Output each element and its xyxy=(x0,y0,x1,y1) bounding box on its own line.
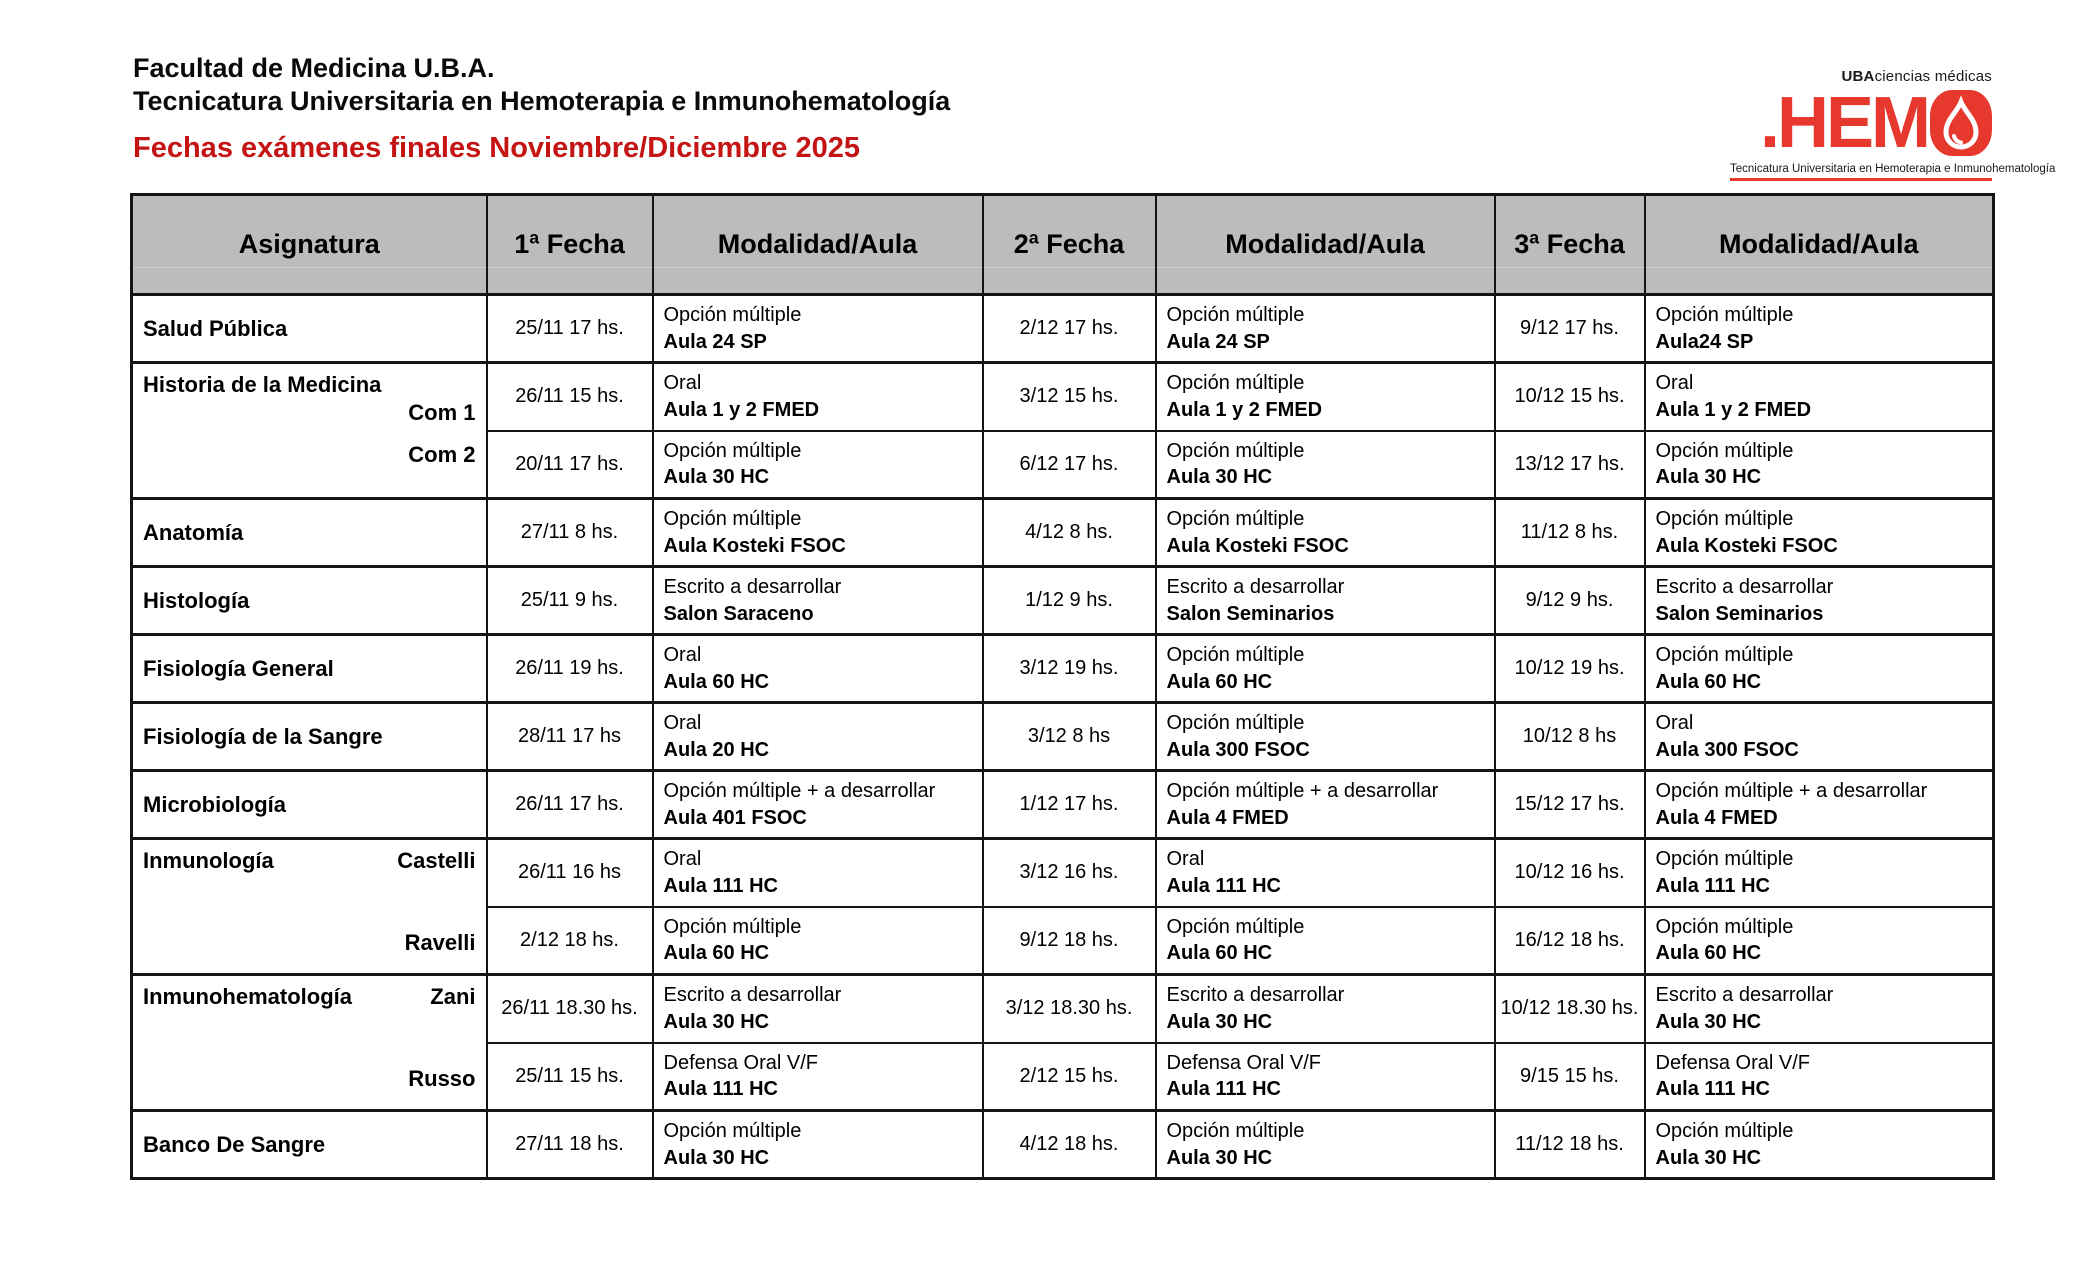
modality-cell xyxy=(1156,975,1495,1043)
modality-room: Aula 24 SP xyxy=(1166,330,1270,353)
modality-type: Oral xyxy=(663,372,702,395)
modality-cell xyxy=(1156,907,1495,975)
modality-type: Opción múltiple xyxy=(663,304,802,327)
logo-ciencias-text: ciencias médicas xyxy=(1874,68,1992,85)
modality-cell xyxy=(1645,499,1994,567)
modality-room: Aula 111 HC xyxy=(1655,1078,1771,1101)
modality-cell xyxy=(653,499,983,567)
modality-room: Aula 24 SP xyxy=(663,330,767,353)
institution-line-1: Facultad de Medicina U.B.A. xyxy=(133,53,495,83)
modality-type: Opción múltiple xyxy=(1166,304,1305,327)
modality-room: Aula24 SP xyxy=(1655,330,1754,353)
table-row xyxy=(132,635,1994,703)
modality-cell xyxy=(1645,567,1994,635)
date-cell: 28/11 17 hs xyxy=(487,703,653,771)
date-cell: 9/12 18 hs. xyxy=(983,907,1156,975)
modality-room: Salon Seminarios xyxy=(1166,602,1335,625)
date-cell: 2/12 15 hs. xyxy=(983,1043,1156,1111)
date-cell: 10/12 16 hs. xyxy=(1495,839,1645,907)
modality-type: Opción múltiple xyxy=(1166,644,1305,667)
date-cell: 11/12 8 hs. xyxy=(1495,499,1645,567)
modality-room: Aula 401 FSOC xyxy=(663,806,807,829)
modality-room: Aula 60 HC xyxy=(663,670,770,693)
modality-type: Opción múltiple xyxy=(663,1120,802,1143)
modality-room: Aula 30 HC xyxy=(1166,466,1273,489)
date-cell: 9/12 17 hs. xyxy=(1495,295,1645,363)
modality-type: Opción múltiple xyxy=(1655,508,1794,531)
date-cell: 1/12 9 hs. xyxy=(983,567,1156,635)
date-cell: 10/12 19 hs. xyxy=(1495,635,1645,703)
modality-room: Aula 1 y 2 FMED xyxy=(663,398,820,421)
document-header xyxy=(133,52,950,165)
modality-cell xyxy=(1645,907,1994,975)
logo-red-rule xyxy=(1730,178,1992,181)
modality-cell xyxy=(1156,363,1495,431)
drop-icon xyxy=(1930,90,1992,156)
modality-type: Oral xyxy=(1166,848,1205,871)
commission-label: Com 2 xyxy=(408,442,476,467)
modality-cell xyxy=(1645,703,1994,771)
col-header-fecha-1: 1ª Fecha xyxy=(487,195,653,295)
subject-cell: Histología xyxy=(132,567,487,635)
modality-type: Defensa Oral V/F xyxy=(1655,1051,1811,1074)
modality-type: Opción múltiple xyxy=(663,439,802,462)
modality-cell xyxy=(1645,635,1994,703)
modality-room: Aula Kosteki FSOC xyxy=(663,534,846,557)
hemo-logo xyxy=(1730,68,2056,181)
modality-type: Opción múltiple xyxy=(1655,644,1794,667)
subject-cell xyxy=(132,363,487,499)
modality-type: Defensa Oral V/F xyxy=(1166,1051,1322,1074)
table-row xyxy=(132,975,1994,1043)
professor-label: Ravelli xyxy=(404,930,476,955)
date-cell: 10/12 15 hs. xyxy=(1495,363,1645,431)
modality-type: Oral xyxy=(663,644,702,667)
col-header-modalidad-2: Modalidad/Aula xyxy=(1156,195,1495,295)
modality-cell xyxy=(653,363,983,431)
modality-room: Aula 60 HC xyxy=(663,942,770,965)
date-cell: 26/11 18.30 hs. xyxy=(487,975,653,1043)
modality-room: Aula 111 HC xyxy=(1166,874,1282,897)
logo-wordmark xyxy=(1730,83,1992,163)
date-cell: 3/12 15 hs. xyxy=(983,363,1156,431)
col-header-fecha-3: 3ª Fecha xyxy=(1495,195,1645,295)
modality-type: Oral xyxy=(1655,372,1694,395)
date-cell: 25/11 17 hs. xyxy=(487,295,653,363)
commission-label: Com 1 xyxy=(408,400,476,425)
institution-line-2: Tecnicatura Universitaria en Hemoterapia e Inmunohematología xyxy=(133,85,951,116)
modality-type: Opción múltiple + a desarrollar xyxy=(663,780,936,803)
modality-room: Aula 30 HC xyxy=(1655,1146,1762,1169)
date-cell: 9/12 9 hs. xyxy=(1495,567,1645,635)
modality-cell xyxy=(1645,1111,1994,1179)
modality-type: Oral xyxy=(1655,712,1694,735)
date-cell: 2/12 17 hs. xyxy=(983,295,1156,363)
date-cell: 3/12 18.30 hs. xyxy=(983,975,1156,1043)
modality-room: Aula 1 y 2 FMED xyxy=(1655,398,1812,421)
modality-cell xyxy=(1645,295,1994,363)
modality-type: Opción múltiple xyxy=(1655,915,1794,938)
modality-type: Opción múltiple xyxy=(1655,439,1794,462)
date-cell: 26/11 19 hs. xyxy=(487,635,653,703)
modality-room: Aula 30 HC xyxy=(663,1146,770,1169)
modality-cell xyxy=(1645,839,1994,907)
table-row xyxy=(132,567,1994,635)
modality-type: Opción múltiple xyxy=(1166,372,1305,395)
modality-cell xyxy=(653,771,983,839)
modality-type: Oral xyxy=(663,848,702,871)
modality-type: Escrito a desarrollar xyxy=(663,576,842,599)
date-cell: 26/11 15 hs. xyxy=(487,363,653,431)
logo-hem-text: .HEM xyxy=(1760,83,1928,163)
modality-type: Escrito a desarrollar xyxy=(1655,576,1834,599)
modality-cell xyxy=(1645,431,1994,499)
date-cell: 3/12 16 hs. xyxy=(983,839,1156,907)
modality-type: Opción múltiple xyxy=(1655,848,1794,871)
modality-cell xyxy=(1156,1043,1495,1111)
date-cell: 10/12 8 hs xyxy=(1495,703,1645,771)
modality-type: Escrito a desarrollar xyxy=(1655,984,1834,1007)
modality-cell xyxy=(653,1043,983,1111)
modality-cell xyxy=(653,975,983,1043)
modality-type: Opción múltiple xyxy=(663,508,802,531)
modality-cell xyxy=(653,635,983,703)
subject-name: Inmunohematología xyxy=(143,984,352,1009)
modality-type: Escrito a desarrollar xyxy=(663,984,842,1007)
header-row xyxy=(132,195,1994,295)
modality-cell xyxy=(653,1111,983,1179)
modality-cell xyxy=(1156,771,1495,839)
subject-cell: Fisiología General xyxy=(132,635,487,703)
modality-room: Aula Kosteki FSOC xyxy=(1655,534,1838,557)
date-cell: 26/11 17 hs. xyxy=(487,771,653,839)
modality-room: Aula 4 FMED xyxy=(1655,806,1778,829)
modality-cell xyxy=(653,567,983,635)
modality-room: Aula 30 HC xyxy=(1655,466,1762,489)
modality-cell xyxy=(653,839,983,907)
professor-label: Russo xyxy=(408,1066,476,1091)
date-cell: 3/12 8 hs xyxy=(983,703,1156,771)
page-title: Fechas exámenes finales Noviembre/Diciembre 2025 xyxy=(133,131,860,164)
date-cell: 16/12 18 hs. xyxy=(1495,907,1645,975)
subject-cell xyxy=(132,839,487,975)
table-row xyxy=(132,499,1994,567)
modality-cell xyxy=(1645,363,1994,431)
table-header xyxy=(132,195,1994,295)
modality-cell xyxy=(1156,839,1495,907)
modality-cell xyxy=(653,431,983,499)
modality-cell xyxy=(1156,431,1495,499)
modality-type: Oral xyxy=(663,712,702,735)
modality-type: Escrito a desarrollar xyxy=(1166,576,1345,599)
modality-room: Aula 30 HC xyxy=(1166,1010,1273,1033)
modality-cell xyxy=(653,295,983,363)
modality-cell xyxy=(1156,499,1495,567)
table-row xyxy=(132,1111,1994,1179)
modality-room: Aula 60 HC xyxy=(1655,670,1762,693)
col-header-modalidad-3: Modalidad/Aula xyxy=(1645,195,1994,295)
table-row xyxy=(132,295,1994,363)
subject-cell: Fisiología de la Sangre xyxy=(132,703,487,771)
col-header-fecha-2: 2ª Fecha xyxy=(983,195,1156,295)
date-cell: 11/12 18 hs. xyxy=(1495,1111,1645,1179)
modality-type: Opción múltiple xyxy=(1655,1120,1794,1143)
subject-cell: Salud Pública xyxy=(132,295,487,363)
date-cell: 4/12 18 hs. xyxy=(983,1111,1156,1179)
subject-name: Historia de la Medicina xyxy=(143,372,382,397)
modality-type: Opción múltiple xyxy=(1655,304,1794,327)
modality-room: Aula 300 FSOC xyxy=(1166,738,1310,761)
date-cell: 25/11 15 hs. xyxy=(487,1043,653,1111)
modality-type: Opción múltiple xyxy=(1166,915,1305,938)
modality-room: Aula 30 HC xyxy=(663,466,770,489)
modality-type: Opción múltiple xyxy=(1166,1120,1305,1143)
modality-room: Aula 111 HC xyxy=(663,1078,779,1101)
date-cell: 13/12 17 hs. xyxy=(1495,431,1645,499)
modality-room: Aula 111 HC xyxy=(1655,874,1771,897)
table-row xyxy=(132,363,1994,431)
professor-label: Castelli xyxy=(397,848,476,873)
date-cell: 10/12 18.30 hs. xyxy=(1495,975,1645,1043)
date-cell: 4/12 8 hs. xyxy=(983,499,1156,567)
modality-cell xyxy=(1156,635,1495,703)
subject-name: Inmunología xyxy=(143,848,274,873)
modality-type: Opción múltiple xyxy=(663,915,802,938)
date-cell: 25/11 9 hs. xyxy=(487,567,653,635)
modality-room: Aula 111 HC xyxy=(1166,1078,1282,1101)
modality-type: Opción múltiple xyxy=(1166,712,1305,735)
logo-uba-text: UBA xyxy=(1841,68,1875,85)
modality-room: Aula 30 HC xyxy=(1166,1146,1273,1169)
table-row xyxy=(132,771,1994,839)
modality-room: Aula 60 HC xyxy=(1166,942,1273,965)
modality-type: Opción múltiple xyxy=(1166,439,1305,462)
modality-type: Escrito a desarrollar xyxy=(1166,984,1345,1007)
modality-cell xyxy=(1645,771,1994,839)
modality-room: Salon Saraceno xyxy=(663,602,814,625)
date-cell: 27/11 8 hs. xyxy=(487,499,653,567)
exam-schedule-table xyxy=(130,193,1995,1180)
modality-type: Opción múltiple + a desarrollar xyxy=(1655,780,1928,803)
date-cell: 1/12 17 hs. xyxy=(983,771,1156,839)
date-cell: 3/12 19 hs. xyxy=(983,635,1156,703)
col-header-asignatura: Asignatura xyxy=(132,195,487,295)
date-cell: 20/11 17 hs. xyxy=(487,431,653,499)
subject-cell: Banco De Sangre xyxy=(132,1111,487,1179)
table-row xyxy=(132,839,1994,907)
modality-room: Salon Seminarios xyxy=(1655,602,1824,625)
subject-cell: Microbiología xyxy=(132,771,487,839)
modality-cell xyxy=(1156,703,1495,771)
modality-room: Aula 4 FMED xyxy=(1166,806,1289,829)
modality-cell xyxy=(1156,1111,1495,1179)
modality-room: Aula 30 HC xyxy=(1655,1010,1762,1033)
subject-cell xyxy=(132,975,487,1111)
date-cell: 26/11 16 hs xyxy=(487,839,653,907)
col-header-modalidad-1: Modalidad/Aula xyxy=(653,195,983,295)
modality-room: Aula 1 y 2 FMED xyxy=(1166,398,1323,421)
modality-room: Aula 60 HC xyxy=(1166,670,1273,693)
date-cell: 9/15 15 hs. xyxy=(1495,1043,1645,1111)
modality-room: Aula Kosteki FSOC xyxy=(1166,534,1349,557)
modality-room: Aula 300 FSOC xyxy=(1655,738,1799,761)
modality-cell xyxy=(1156,567,1495,635)
modality-room: Aula 30 HC xyxy=(663,1010,770,1033)
table-row xyxy=(132,703,1994,771)
date-cell: 2/12 18 hs. xyxy=(487,907,653,975)
professor-label: Zani xyxy=(430,984,476,1009)
modality-room: Aula 60 HC xyxy=(1655,942,1762,965)
modality-cell xyxy=(1645,975,1994,1043)
modality-cell xyxy=(653,703,983,771)
modality-type: Defensa Oral V/F xyxy=(663,1051,819,1074)
subject-cell: Anatomía xyxy=(132,499,487,567)
modality-cell xyxy=(1156,295,1495,363)
modality-cell xyxy=(1645,1043,1994,1111)
modality-type: Opción múltiple xyxy=(1166,508,1305,531)
date-cell: 6/12 17 hs. xyxy=(983,431,1156,499)
logo-caption: Tecnicatura Universitaria en Hemoterapia e Inmunohematología xyxy=(1730,163,2056,175)
modality-room: Aula 20 HC xyxy=(663,738,770,761)
modality-cell xyxy=(653,907,983,975)
modality-type: Opción múltiple + a desarrollar xyxy=(1166,780,1439,803)
date-cell: 15/12 17 hs. xyxy=(1495,771,1645,839)
modality-room: Aula 111 HC xyxy=(663,874,779,897)
date-cell: 27/11 18 hs. xyxy=(487,1111,653,1179)
